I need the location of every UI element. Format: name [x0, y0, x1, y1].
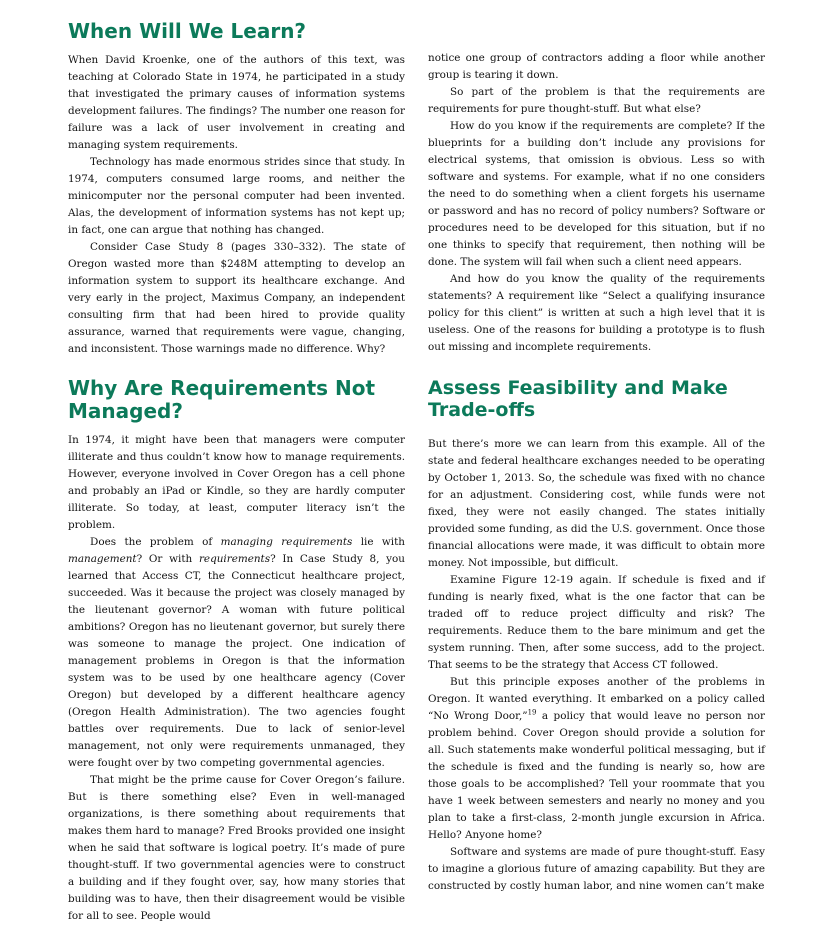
emphasis-text: managing requirements — [220, 536, 353, 548]
paragraph: When David Kroenke, one of the authors of this text, was teaching at Colorado State in 1974, he participated in a study that investigated the primary causes of information systems development failures. The findings? The number one reason for failure was a lack of user involvement in creating and managing system requirements. — [68, 54, 405, 151]
paragraph: Consider Case Study 8 (pages 330–332). The state of Oregon wasted more than $248M attempting to develop an information system to support its healthcare exchange. And very early in the project, Maximus Company, an independent consulting firm that had been hired to provide quality assurance, warned that requirements were vague, changing, and inconsistent. Those warnings made no difference. Why? — [68, 241, 405, 355]
text-run: ? In Case Study 8, you learned that Access CT, the Connecticut healthcare project, succeeded. Was it because the project was closely managed by the lieutenant governor? A woman with future political ambitions? Oregon has no lieutenant governor, but surely there was someone to manage the project. One indication of management problems in Oregon is that the information system was to be used by one healthcare agency (Cover Oregon) but developed by a different healthcare agency (Oregon Health Administration). The two agencies fought battles over requirements. Due to lack of senior-level management, not only were requirements unmanaged, they were fought over by two competing governmental agencies. — [68, 553, 405, 769]
paragraph: Technology has made enormous strides since that study. In 1974, computers consumed large rooms, and neither the minicomputer nor the personal computer had been invented. Alas, the development of information systems has not kept up; in fact, one can argue that nothing has changed. — [68, 156, 405, 236]
heading-why-requirements-not-managed: Why Are Requirements Not Managed? — [68, 376, 376, 423]
paragraph: But there’s more we can learn from this example. All of the state and federal healthcare exchanges needed to be operating by October 1, 2013. So, the schedule was fixed with no chance for an adjustment. Considering cost, while funds were not fixed, they were not easily changed. The states initially provided some funding, as did the U.S. government. Once those financial allocations were made, it was difficult to obtain more money. Not impossible, but difficult. — [428, 437, 765, 569]
text-run: a policy that would leave no person nor problem behind. Cover Oregon should provide a solution for all. Such statements make wonderful political messaging, but if the schedule is fixed and the funding is nearly so, how are those goals to be accomplished? Tell your roommate that you have 1 week between semesters and nearly no money and you plan to take a first-class, 2-month jungle excursion in Africa. Hello? Anyone home? — [428, 709, 765, 841]
paragraph: That might be the prime cause for Cover Oregon’s failure. But is there something else? Even in well-managed organizations, is there something about requirements that makes them hard to manage? Fred Brooks provided one insight when he said that software is logical poetry. It’s made of pure thought-stuff. If two governmental agencies were to construct a building and if they fought over, say, how many stories that building was to have, then their disagreement would be visible for all to see. People would — [68, 774, 405, 922]
footnote-reference: 19 — [527, 708, 537, 717]
heading-assess-feasibility: Assess Feasibility and Make Trade-offs — [428, 377, 728, 421]
text-run: ? Or with — [136, 553, 199, 565]
paragraph-emphasis — [68, 534, 405, 772]
heading-when-will-we-learn: When Will We Learn? — [68, 19, 307, 43]
paragraph: notice one group of contractors adding a floor while another group is tearing it down. — [428, 52, 765, 81]
paragraph: In 1974, it might have been that managers were computer illiterate and thus couldn’t know how to manage requirements. However, everyone involved in Cover Oregon has a cell phone and probably an iPad or Kindle, so they are hardly computer illiterate. So today, at least, computer literacy isn’t the problem. — [68, 434, 405, 531]
text-run: lie with — [352, 536, 405, 548]
paragraph: And how do you know the quality of the requirements statements? A requirement like “Select a qualifying insurance policy for this client” is written at such a high level that it is useless. One of the reasons for building a prototype is to flush out missing and incomplete requirements. — [428, 273, 765, 353]
paragraph: How do you know if the requirements are complete? If the blueprints for a building don’t include any provisions for electrical systems, that omission is obvious. Less so with software and systems. For example, what if no one considers the need to do something when a client forgets his username or password and has no record of policy numbers? Software or procedures need to be developed for this situation, but if no one thinks to specify that requirement, then nothing will be done. The system will fail when such a client need appears. — [428, 120, 765, 268]
emphasis-text: requirements — [198, 553, 271, 565]
right-column — [428, 20, 765, 895]
text-run: But this principle exposes another of the problems in Oregon. It wanted everything. It embarked on a policy called “No Wrong Door,” — [428, 675, 765, 722]
paragraph: Examine Figure 12-19 again. If schedule is fixed and if funding is nearly fixed, what is the one factor that can be traded off to reduce project difficulty and risk? The requirements. Reduce them to the bare minimum and get the system running. Then, after some success, add to the project. That seems to be the strategy that Access CT followed. — [428, 573, 765, 671]
emphasis-text: management — [68, 553, 137, 565]
left-column — [68, 20, 405, 925]
paragraph: So part of the problem is that the requirements are requirements for pure thought-stuff. But what else? — [428, 86, 765, 115]
paragraph: Software and systems are made of pure thought-stuff. Easy to imagine a glorious future of amazing capability. But they are constructed by costly human labor, and nine women can’t make — [428, 845, 765, 892]
text-run: Does the problem of — [90, 536, 221, 548]
paragraph-footnote — [428, 674, 765, 844]
